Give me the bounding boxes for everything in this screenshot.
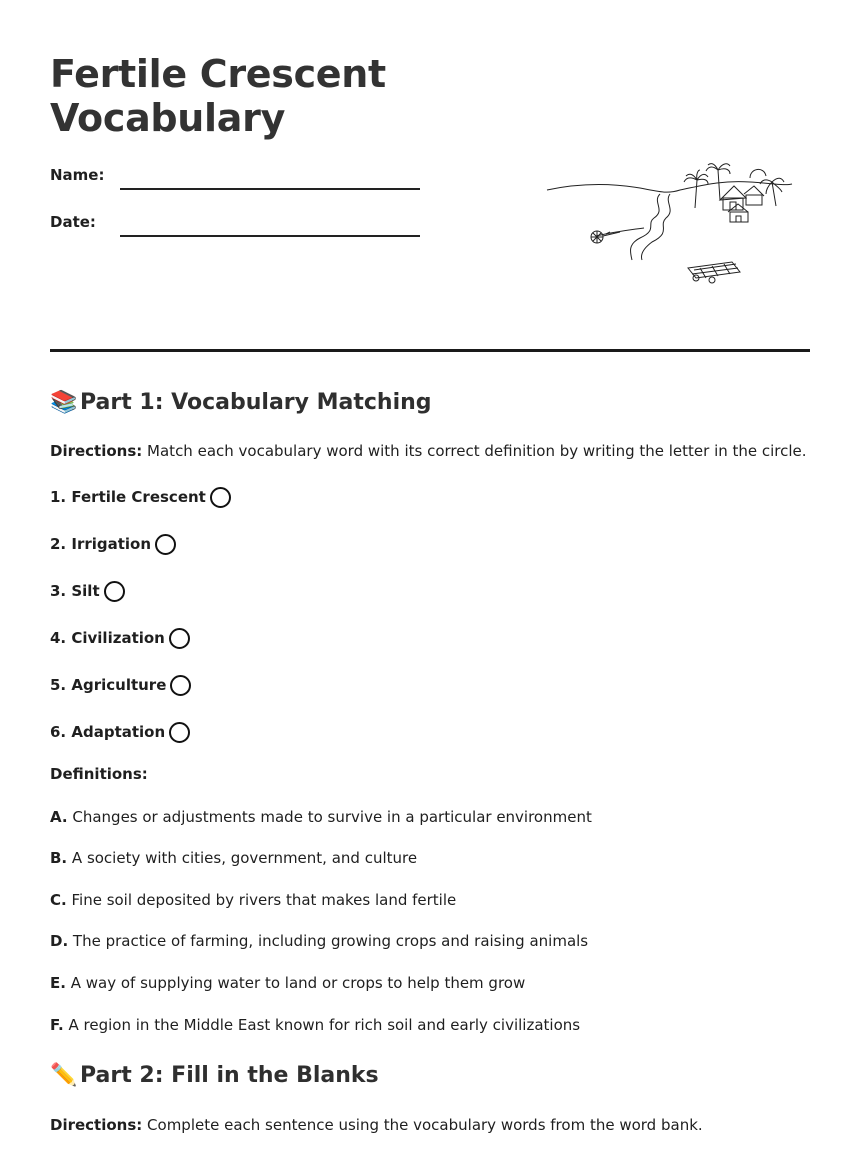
match-item xyxy=(50,486,231,512)
definition-item xyxy=(50,932,588,950)
title-line-2: Vocabulary xyxy=(50,96,286,140)
answer-circle[interactable] xyxy=(210,487,231,508)
definition-item xyxy=(50,891,456,909)
definition-letter: D. xyxy=(50,932,69,950)
books-icon: 📚 xyxy=(50,390,78,415)
date-field-row xyxy=(50,213,430,243)
answer-circle[interactable] xyxy=(169,628,190,649)
part1-directions xyxy=(50,442,807,460)
part2-heading xyxy=(50,1063,379,1088)
definition-text: A region in the Middle East known for rich soil and early civilizations xyxy=(63,1016,581,1034)
definition-item xyxy=(50,849,417,867)
page-title xyxy=(50,52,470,140)
match-item xyxy=(50,533,176,559)
match-item-label: 3. Silt xyxy=(50,582,100,600)
definition-text: The practice of farming, including growing crops and raising animals xyxy=(68,932,589,950)
definition-text: A way of supplying water to land or crops to help them grow xyxy=(65,974,526,992)
definition-text: Fine soil deposited by rivers that makes land fertile xyxy=(66,891,457,909)
match-item-label: 4. Civilization xyxy=(50,629,165,647)
answer-circle[interactable] xyxy=(155,534,176,555)
part1-heading-text: Part 1: Vocabulary Matching xyxy=(80,390,432,415)
directions-label: Directions: xyxy=(50,1116,143,1134)
header-divider xyxy=(50,349,810,352)
definition-text: Changes or adjustments made to survive in a particular environment xyxy=(67,808,592,826)
name-label: Name: xyxy=(50,166,105,184)
directions-label: Directions: xyxy=(50,442,143,460)
definition-letter: A. xyxy=(50,808,68,826)
part1-heading xyxy=(50,390,432,415)
match-item-label: 6. Adaptation xyxy=(50,723,166,741)
match-item-label: 1. Fertile Crescent xyxy=(50,488,206,506)
directions-text: Complete each sentence using the vocabulary words from the word bank. xyxy=(142,1116,703,1134)
definition-item xyxy=(50,808,592,826)
answer-circle[interactable] xyxy=(169,722,190,743)
match-item xyxy=(50,627,190,653)
pencil-icon: ✏️ xyxy=(50,1063,78,1088)
river-village-illustration xyxy=(540,150,800,290)
definition-letter: F. xyxy=(50,1016,64,1034)
name-field-row xyxy=(50,166,430,196)
answer-circle[interactable] xyxy=(170,675,191,696)
part2-directions xyxy=(50,1116,703,1134)
definition-letter: B. xyxy=(50,849,68,867)
date-label: Date: xyxy=(50,213,96,231)
title-line-1: Fertile Crescent xyxy=(50,52,386,96)
definition-text: A society with cities, government, and culture xyxy=(67,849,418,867)
match-item-label: 2. Irrigation xyxy=(50,535,152,553)
directions-text: Match each vocabulary word with its correct definition by writing the letter in the circle. xyxy=(142,442,807,460)
definition-item xyxy=(50,974,525,992)
name-line[interactable] xyxy=(120,188,420,190)
match-item-label: 5. Agriculture xyxy=(50,676,167,694)
match-item xyxy=(50,674,191,700)
match-item xyxy=(50,580,125,606)
answer-circle[interactable] xyxy=(104,581,125,602)
definitions-heading: Definitions: xyxy=(50,765,148,783)
definition-item xyxy=(50,1016,580,1034)
match-item xyxy=(50,721,190,747)
part2-heading-text: Part 2: Fill in the Blanks xyxy=(80,1063,379,1088)
definition-letter: E. xyxy=(50,974,66,992)
date-line[interactable] xyxy=(120,235,420,237)
definition-letter: C. xyxy=(50,891,67,909)
